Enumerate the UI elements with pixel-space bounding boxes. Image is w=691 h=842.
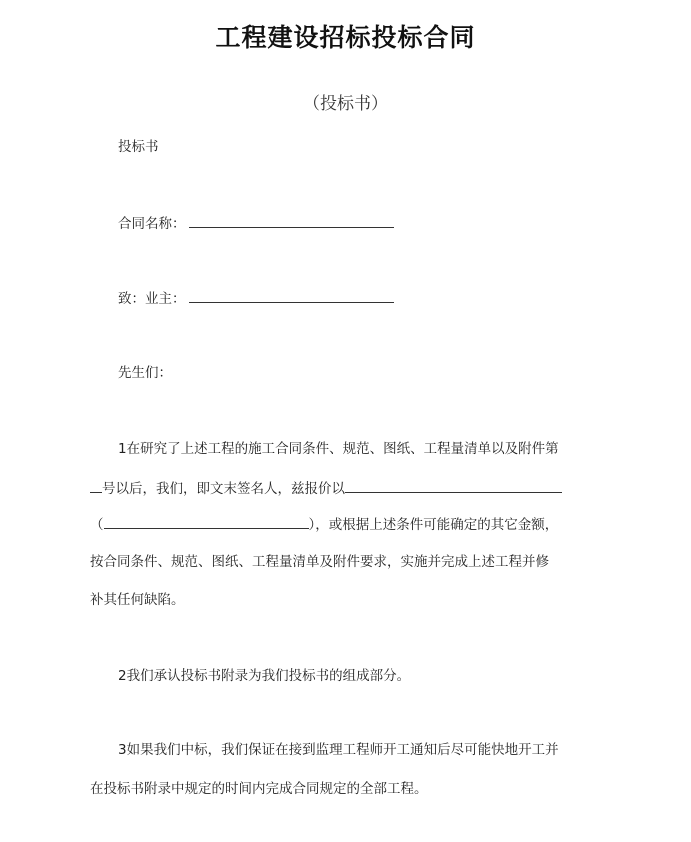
price-figures-blank bbox=[104, 514, 309, 529]
document-subtitle: （投标书） bbox=[303, 94, 388, 114]
paren-open: （ bbox=[90, 517, 104, 533]
owner-name-blank bbox=[189, 288, 394, 303]
appendix-number-blank bbox=[90, 478, 102, 493]
salutation: 先生们： bbox=[118, 365, 172, 381]
price-words-blank bbox=[345, 478, 562, 493]
para1-line4: 按合同条件、规范、图纸、工程量清单及附件要求，实施并完成上述工程并修 bbox=[90, 554, 549, 570]
to-owner-label: 致：业主： bbox=[118, 291, 186, 307]
para1-line2-text: 号以后，我们，即文末签名人，兹报价以 bbox=[102, 481, 345, 497]
para1-line3-text: ），或根据上述条件可能确定的其它金额， bbox=[308, 517, 559, 533]
to-owner-row bbox=[118, 288, 394, 309]
section-heading: 投标书 bbox=[118, 139, 159, 155]
para1-line2 bbox=[90, 478, 562, 499]
para1-line1: 1在研究了上述工程的施工合同条件、规范、图纸、工程量清单以及附件第 bbox=[118, 441, 559, 457]
contract-name-row bbox=[118, 213, 394, 234]
para2: 2我们承认投标书附录为我们投标书的组成部分。 bbox=[118, 668, 411, 684]
contract-name-blank bbox=[189, 213, 394, 228]
document-title: 工程建设招标投标合同 bbox=[215, 23, 476, 52]
contract-name-label: 合同名称： bbox=[118, 216, 186, 232]
para3-line1: 3如果我们中标，我们保证在接到监理工程师开工通知后尽可能快地开工并 bbox=[118, 742, 559, 758]
para1-line3 bbox=[90, 514, 558, 535]
para3-line2: 在投标书附录中规定的时间内完成合同规定的全部工程。 bbox=[90, 781, 428, 797]
para1-line5: 补其任何缺陷。 bbox=[90, 592, 185, 608]
